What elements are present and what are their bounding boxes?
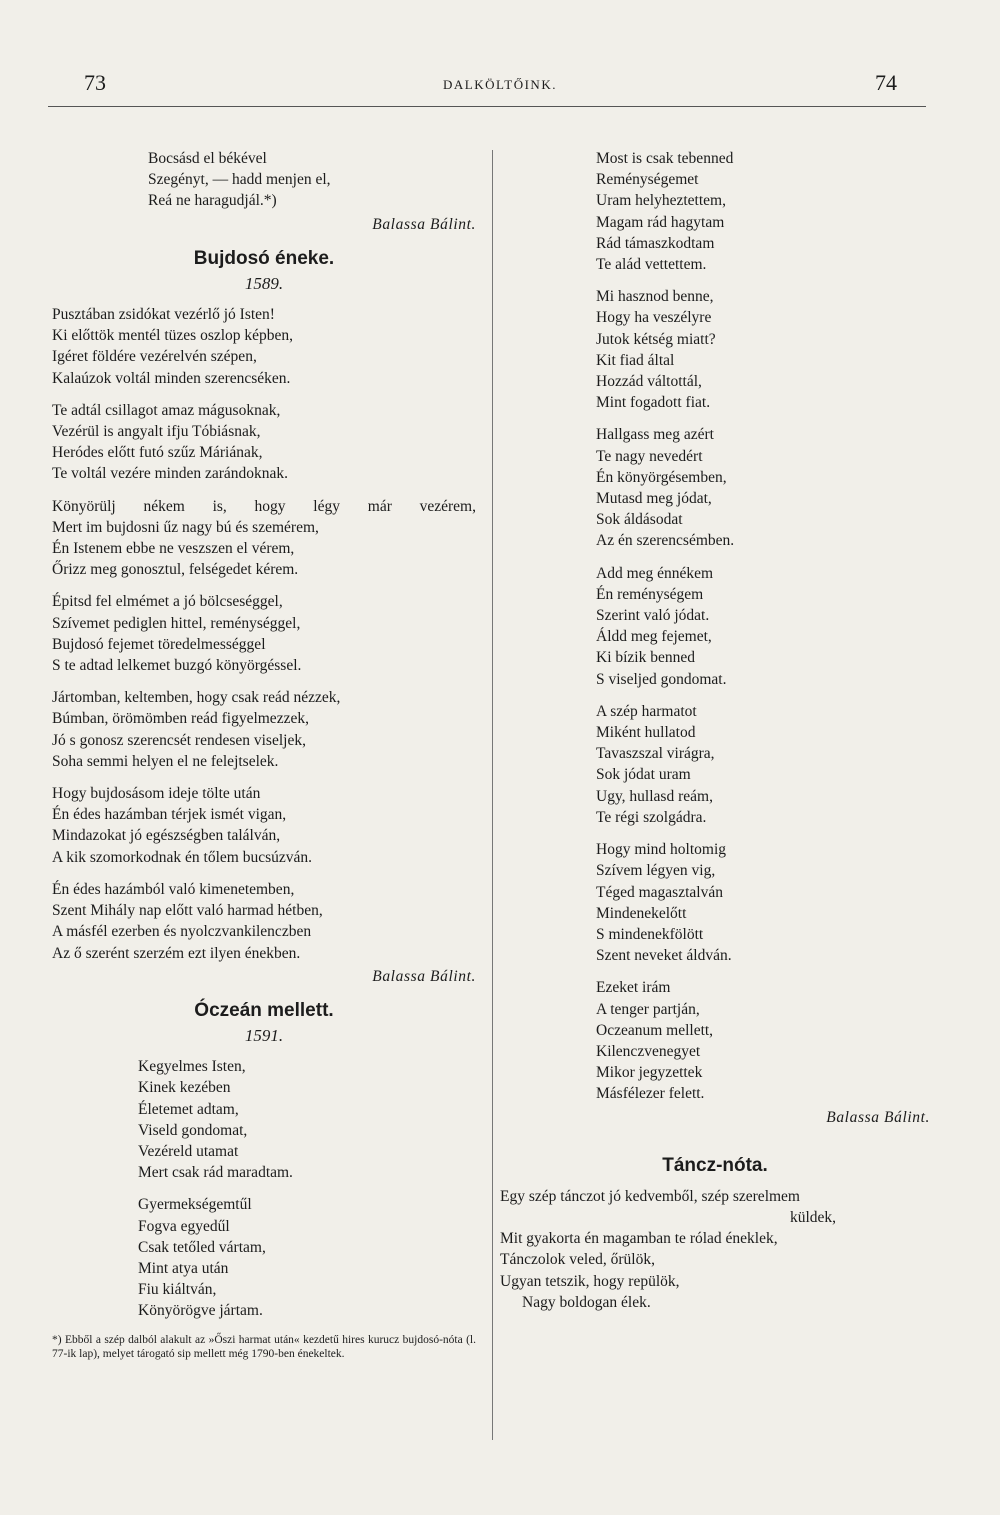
stanza (500, 839, 930, 966)
verse-line: Hogy mind holtomig (596, 841, 727, 859)
stanza (52, 496, 476, 581)
verse-line: Ki előttök mentél tüzes oszlop képben, (52, 327, 294, 345)
stanza (52, 879, 476, 964)
verse-line: Hogy bujdosásom ideje tölte után (52, 785, 261, 803)
author-signature: Balassa Bálint. (826, 1108, 930, 1126)
verse-line: Szent Mihály nap előtt való harmad hétben, (52, 902, 323, 920)
verse-line: Kilenczvenegyet (596, 1042, 701, 1060)
verse-line: Ugy, hullasd reám, (596, 787, 713, 805)
verse-line: Te voltál vezére minden zarándoknak. (52, 465, 289, 483)
verse-line: A kik szomorkodnak én tőlem bucsúzván. (52, 848, 313, 866)
stanza (52, 400, 476, 485)
page-header (0, 0, 1000, 112)
verse-line: Mi hasznod benne, (596, 288, 714, 306)
verse-line: Reá ne haragudjál.*) (148, 192, 277, 210)
verse-line: Tánczolok veled, őrülök, (500, 1251, 655, 1269)
verse-line: S te adtad lelkemet buzgó könyörgéssel. (52, 657, 302, 675)
verse-line: Mit gyakorta én magamban te rólad éneklek, (500, 1230, 778, 1248)
verse-line: Pusztában zsidókat vezérlő jó Isten! (52, 306, 275, 324)
stanza (500, 701, 930, 828)
verse-line: küldek, (790, 1208, 837, 1226)
footnote: *) Ebből a szép dalból alakult az »Őszi harmat után« kezdetű hires kurucz bujdosó-nóta (l. 77-ik lap), melyet tárogató sip mellett még 1790-ben énekeltek. (52, 1333, 476, 1361)
verse-line: Oczeanum mellett, (596, 1021, 714, 1039)
verse-line: Kinek kezében (138, 1079, 231, 1097)
stanza (500, 563, 930, 690)
verse-line: Másfélezer felett. (596, 1085, 705, 1103)
verse-line: Életemet adtam, (138, 1100, 239, 1118)
poem-year: 1591. (244, 1025, 284, 1045)
verse-line: Bujdosó fejemet töredelmességgel (52, 635, 266, 653)
verse-line: Ki bízik benned (596, 649, 696, 667)
verse-line: Fiu kiáltván, (138, 1281, 217, 1299)
verse-line: Uram helyheztettem, (596, 192, 726, 210)
verse-line: Szívemet pediglen hittel, reménységgel, (52, 614, 301, 632)
verse-line: Búmban, örömömben reád figyelmezzek, (52, 710, 309, 728)
verse-line: Viseld gondomat, (138, 1121, 248, 1139)
verse-line: A szép harmatot (596, 702, 697, 720)
verse-line: Szívem légyen vig, (596, 862, 716, 880)
verse-line: Mikor jegyzettek (596, 1064, 703, 1082)
verse-line: Most is csak tebenned (596, 150, 734, 167)
verse-line: Vezérül is angyalt ifju Tóbiásnak, (52, 423, 261, 441)
verse-line: Magam rád hagytam (596, 213, 725, 231)
verse-line: Te régi szolgádra. (596, 808, 707, 826)
intro-stanza (52, 148, 476, 212)
stanza (52, 304, 476, 389)
stanza (500, 424, 930, 551)
page-number-left: 73 (84, 70, 106, 95)
verse-line: Én édes hazámból való kimenetemben, (52, 880, 295, 898)
verse-line: Gyermekségemtűl (138, 1196, 252, 1214)
verse-line: Mutasd meg jódat, (596, 490, 712, 508)
verse-line: Ugyan tetszik, hogy repülök, (500, 1272, 680, 1290)
verse-line: Szent neveket áldván. (596, 947, 732, 965)
verse-line: Téged magasztalván (596, 883, 723, 901)
verse-line: Kegyelmes Isten, (138, 1058, 246, 1076)
verse-line: Mert csak rád maradtam. (138, 1164, 293, 1182)
verse-line: Az ő szerént szerzém ezt ilyen énekben. (52, 944, 301, 962)
author-signature: Balassa Bálint. (372, 967, 476, 985)
verse-line: Ezeket irám (596, 979, 671, 997)
verse-line: Áldd meg fejemet, (596, 628, 712, 646)
poem-title: Bujdosó éneke. (193, 247, 335, 269)
verse-line: Te adtál csillagot amaz mágusoknak, (52, 401, 281, 419)
verse-line: Csak tetőled vártam, (138, 1238, 266, 1256)
column-divider (492, 150, 493, 1440)
verse-line: S mindenekfölött (596, 925, 704, 943)
left-column (52, 148, 476, 1362)
verse-line: A másfél ezerben és nyolczvankilenczben (52, 923, 312, 941)
verse-line: A tenger partján, (596, 1000, 700, 1018)
stanza (500, 286, 930, 413)
verse-line: Épitsd fel elmémet a jó bölcseséggel, (52, 593, 283, 611)
verse-line: Én könyörgésemben, (596, 468, 727, 486)
verse-line: Jutok kétség miatt? (596, 330, 716, 348)
verse-line: Vezéreld utamat (138, 1142, 239, 1160)
verse-line: Jártomban, keltemben, hogy csak reád nézzek, (52, 689, 341, 707)
verse-line: Kalaúzok voltál minden szerencséken. (52, 369, 291, 387)
verse-line: Rád támaszkodtam (596, 234, 715, 252)
verse-line: Hozzád váltottál, (596, 373, 702, 391)
verse-line: Én édes hazámban térjek ismét vigan, (52, 806, 287, 824)
stanza (52, 1056, 476, 1183)
author-signature: Balassa Bálint. (372, 215, 476, 233)
verse-line: Te alád vettettem. (596, 256, 707, 274)
verse-line: Mindazokat jó egészségben találván, (52, 827, 281, 845)
verse-line: Te nagy nevedért (596, 447, 703, 465)
verse-line: Mint atya után (138, 1259, 229, 1277)
poem-title: Óczeán mellett. (194, 999, 334, 1021)
stanza (52, 1194, 476, 1321)
verse-line: Mint fogadott fiat. (596, 394, 711, 412)
right-column (500, 148, 930, 1313)
header-rule (48, 106, 926, 107)
stanza (500, 148, 930, 275)
verse-line: Én reménységem (596, 585, 704, 603)
verse-line: Mindenekelőtt (596, 904, 687, 922)
poem-year: 1589. (244, 273, 284, 293)
verse-line: Nagy boldogan élek. (522, 1293, 651, 1311)
verse-line: Sok áldásodat (596, 511, 683, 529)
verse-line: Én Istenem ebbe ne veszszen el vérem, (52, 540, 295, 558)
verse-line: Bocsásd el békével (148, 150, 267, 167)
verse-line: Miként hullatod (596, 724, 696, 742)
verse-line: Egy szép tánczot jó kedvemből, szép szerelmem (500, 1187, 800, 1205)
verse-line: Fogva egyedűl (138, 1217, 230, 1235)
verse-line: Soha semmi helyen el ne felejtselek. (52, 752, 279, 770)
verse-line: Az én szerencsémben. (596, 532, 735, 550)
stanza (52, 783, 476, 868)
stanza (500, 1186, 930, 1313)
verse-line: Mert im bujdosni űz nagy bú és szemérem, (52, 518, 319, 536)
verse-line: Könyörögve jártam. (138, 1302, 263, 1320)
verse-line: Jó s gonosz szerencsét rendesen viseljek, (52, 731, 306, 749)
verse-line: Őrizz meg gonosztul, felségedet kérem. (52, 561, 299, 579)
verse-line: Hogy ha veszélyre (596, 309, 712, 327)
verse-line: Szerint való jódat. (596, 607, 710, 625)
stanza (52, 687, 476, 772)
verse-line: Reménységemet (596, 171, 699, 189)
verse-line: Tavaszszal virágra, (596, 745, 715, 763)
poem-title: Táncz-nóta. (662, 1154, 768, 1176)
verse-line: Szegényt, — hadd menjen el, (148, 171, 331, 189)
verse-line: Heródes előtt futó szűz Máriának, (52, 444, 263, 462)
verse-line: Add meg énnékem (596, 564, 714, 582)
verse-line: Kit fiad által (596, 351, 675, 369)
verse-line: S viseljed gondomat. (596, 670, 727, 688)
verse-line: Könyörülj nékem is, hogy légy már vezérem, (52, 497, 476, 515)
stanza (52, 591, 476, 676)
page-number-right: 74 (875, 70, 897, 95)
running-title: DALKÖLTŐINK. (443, 77, 557, 92)
verse-line: Igéret földére vezérelvén szépen, (52, 348, 257, 366)
verse-line: Hallgass meg azért (596, 426, 714, 444)
verse-line: Sok jódat uram (596, 766, 691, 784)
stanza (500, 977, 930, 1104)
